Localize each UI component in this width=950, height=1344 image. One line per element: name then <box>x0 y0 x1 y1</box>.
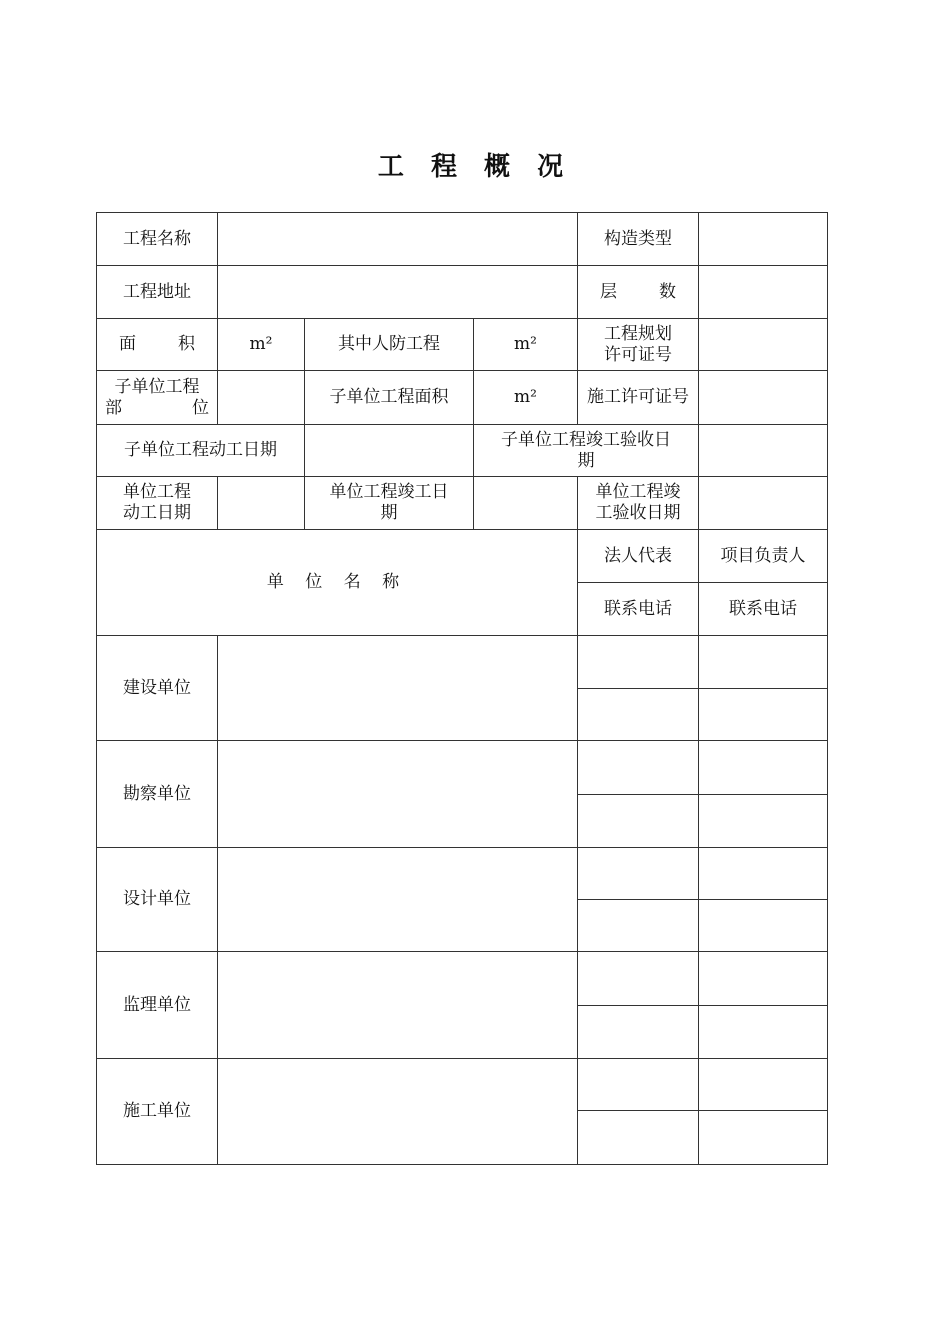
legal-rep-field[interactable] <box>578 1059 699 1111</box>
legal-rep-field[interactable] <box>578 636 699 689</box>
floors-field[interactable] <box>699 266 828 319</box>
phone-header-1: 联系电话 <box>578 583 699 636</box>
area-label-b: 积 <box>178 334 195 354</box>
unit-start-date-label <box>97 477 218 530</box>
row-project-name <box>97 213 828 266</box>
sub-unit-part-b: 位 <box>192 397 209 418</box>
planning-permit-field[interactable] <box>699 319 828 371</box>
row-unit-dates <box>97 477 828 530</box>
row-area <box>97 319 828 371</box>
unit-completion-date-label <box>305 477 474 530</box>
floors-label-b: 数 <box>659 281 676 302</box>
project-overview-form <box>96 212 828 1165</box>
planning-permit-line1: 工程规划 <box>604 323 672 344</box>
project-name-field[interactable] <box>218 213 578 266</box>
project-lead-header: 项目负责人 <box>699 530 828 583</box>
floors-label-a: 层 <box>600 281 617 302</box>
project-name-label: 工程名称 <box>97 213 218 266</box>
project-lead-field[interactable] <box>699 741 828 795</box>
unit-name-header: 单 位 名 称 <box>97 530 578 636</box>
unit-start-line2: 动工日期 <box>123 503 191 523</box>
unit-row <box>97 741 828 795</box>
legal-rep-phone-field[interactable] <box>578 1111 699 1165</box>
sub-unit-acceptance-line2: 期 <box>577 450 595 471</box>
construction-permit-label: 施工许可证号 <box>578 371 699 425</box>
sub-unit-area-field[interactable]: m² <box>474 371 578 425</box>
structure-type-field[interactable] <box>699 213 828 266</box>
sub-unit-acceptance-date-field[interactable] <box>699 425 828 477</box>
project-address-field[interactable] <box>218 266 578 319</box>
row-header-1 <box>97 530 828 583</box>
unit-acceptance-line1: 单位工程竣 <box>595 482 681 502</box>
page-title: 工 程 概 况 <box>377 152 573 182</box>
legal-rep-phone-field[interactable] <box>578 795 699 848</box>
floors-label <box>578 266 699 319</box>
sub-unit-area-label: 子单位工程面积 <box>305 371 474 425</box>
sub-unit-acceptance-line1: 子单位工程竣工验收日 <box>501 429 671 450</box>
unit-label-design: 设计单位 <box>97 848 218 952</box>
legal-rep-phone-field[interactable] <box>578 689 699 741</box>
sub-unit-start-date-label: 子单位工程动工日期 <box>97 425 305 477</box>
project-lead-field[interactable] <box>699 1059 828 1111</box>
area-label <box>97 319 218 371</box>
unit-label-contractor: 施工单位 <box>97 1059 218 1165</box>
sub-unit-acceptance-date-label <box>474 425 699 477</box>
unit-name-field[interactable] <box>218 848 578 952</box>
unit-row <box>97 848 828 900</box>
unit-completion-date-field[interactable] <box>474 477 578 530</box>
sub-unit-part-line1: 子单位工程 <box>114 376 200 397</box>
unit-label-construction: 建设单位 <box>97 636 218 741</box>
project-lead-phone-field[interactable] <box>699 900 828 952</box>
legal-rep-header: 法人代表 <box>578 530 699 583</box>
unit-completion-line1: 单位工程竣工日 <box>329 482 449 502</box>
unit-label-survey: 勘察单位 <box>97 741 218 848</box>
unit-acceptance-date-field[interactable] <box>699 477 828 530</box>
unit-completion-line2: 期 <box>380 503 398 523</box>
legal-rep-phone-field[interactable] <box>578 900 699 952</box>
unit-row <box>97 1059 828 1111</box>
row-sub-unit-part <box>97 371 828 425</box>
legal-rep-field[interactable] <box>578 741 699 795</box>
civil-defense-label: 其中人防工程 <box>305 319 474 371</box>
unit-name-field[interactable] <box>218 636 578 741</box>
project-lead-field[interactable] <box>699 848 828 900</box>
unit-acceptance-date-label <box>578 477 699 530</box>
sub-unit-part-label <box>97 371 218 425</box>
project-lead-phone-field[interactable] <box>699 689 828 741</box>
row-project-address <box>97 266 828 319</box>
construction-permit-field[interactable] <box>699 371 828 425</box>
project-lead-field[interactable] <box>699 952 828 1006</box>
unit-acceptance-line2: 工验收日期 <box>595 503 681 523</box>
project-lead-phone-field[interactable] <box>699 1006 828 1059</box>
area-field[interactable]: m² <box>218 319 305 371</box>
legal-rep-phone-field[interactable] <box>578 1006 699 1059</box>
row-sub-unit-dates <box>97 425 828 477</box>
phone-header-2: 联系电话 <box>699 583 828 636</box>
project-lead-phone-field[interactable] <box>699 1111 828 1165</box>
unit-row <box>97 636 828 689</box>
project-lead-field[interactable] <box>699 636 828 689</box>
unit-name-field[interactable] <box>218 1059 578 1165</box>
sub-unit-part-field[interactable] <box>218 371 305 425</box>
area-label-a: 面 <box>119 334 136 354</box>
unit-name-field[interactable] <box>218 741 578 848</box>
sub-unit-part-a: 部 <box>105 397 122 418</box>
unit-start-line1: 单位工程 <box>123 482 191 502</box>
unit-start-date-field[interactable] <box>218 477 305 530</box>
project-address-label: 工程地址 <box>97 266 218 319</box>
planning-permit-label <box>578 319 699 371</box>
unit-label-supervision: 监理单位 <box>97 952 218 1059</box>
unit-name-field[interactable] <box>218 952 578 1059</box>
structure-type-label: 构造类型 <box>578 213 699 266</box>
planning-permit-line2: 许可证号 <box>604 344 672 365</box>
sub-unit-start-date-field[interactable] <box>305 425 474 477</box>
unit-row <box>97 952 828 1006</box>
legal-rep-field[interactable] <box>578 848 699 900</box>
project-lead-phone-field[interactable] <box>699 795 828 848</box>
civil-defense-field[interactable]: m² <box>474 319 578 371</box>
legal-rep-field[interactable] <box>578 952 699 1006</box>
